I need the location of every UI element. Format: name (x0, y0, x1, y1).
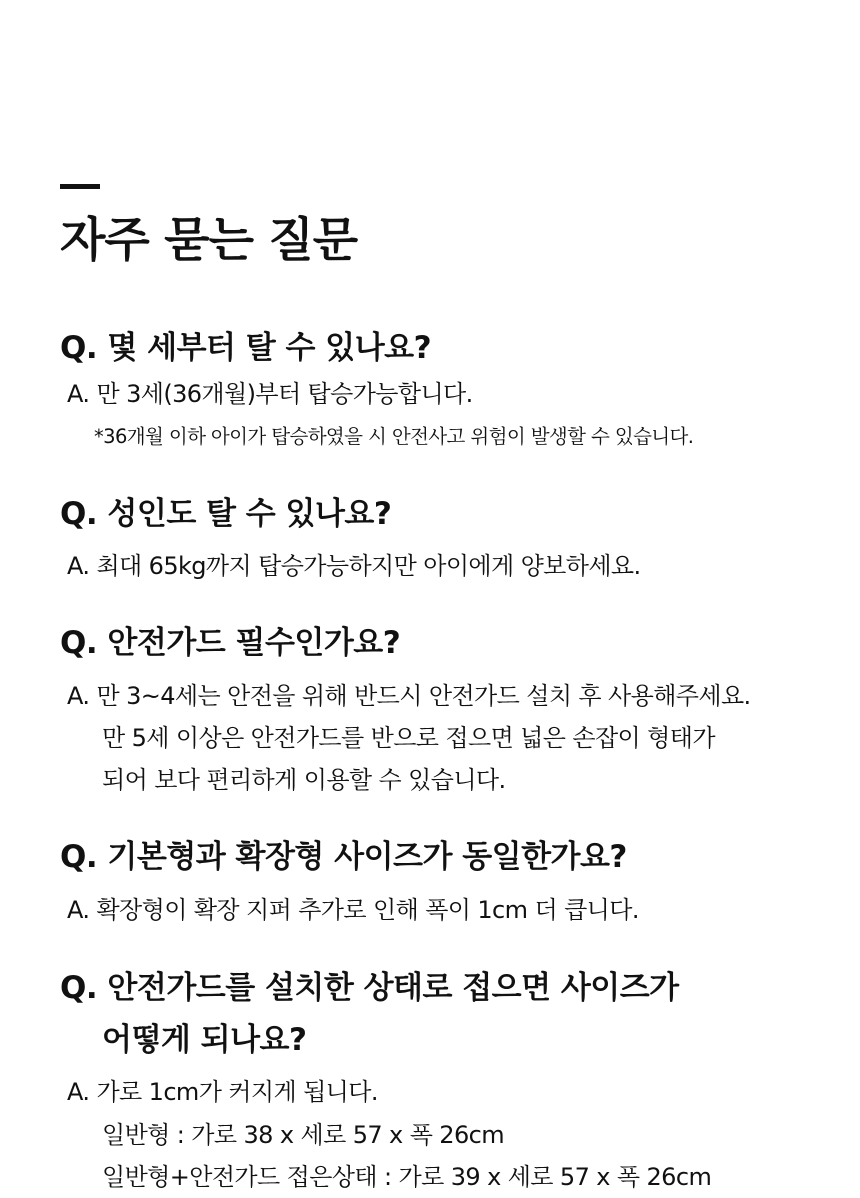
faq-question-4: Q. 기본형과 확장형 사이즈가 동일한가요? (60, 839, 627, 875)
faq-answer-5-line-2: 일반형 : 가로 38 x 세로 57 x 폭 26cm (102, 1121, 505, 1149)
faq-answer-4: A. 확장형이 확장 지퍼 추가로 인해 폭이 1cm 더 큽니다. (67, 896, 639, 924)
faq-question-2: Q. 성인도 탈 수 있나요? (60, 496, 392, 532)
faq-question-5-line-1: Q. 안전가드를 설치한 상태로 접으면 사이즈가 (60, 970, 679, 1006)
faq-question-5-line-2: 어떻게 되나요? (102, 1022, 307, 1058)
faq-answer-3-line-2: 만 5세 이상은 안전가드를 반으로 접으면 넓은 손잡이 형태가 (102, 724, 715, 752)
title-accent-bar (60, 184, 100, 189)
faq-answer-3-line-3: 되어 보다 편리하게 이용할 수 있습니다. (102, 766, 506, 794)
faq-answer-1: A. 만 3세(36개월)부터 탑승가능합니다. (67, 380, 473, 408)
faq-answer-5-line-1: A. 가로 1cm가 커지게 됩니다. (67, 1078, 378, 1106)
faq-question-3: Q. 안전가드 필수인가요? (60, 625, 401, 661)
page-title: 자주 묻는 질문 (60, 213, 358, 268)
faq-answer-2: A. 최대 65kg까지 탑승가능하지만 아이에게 양보하세요. (67, 552, 641, 580)
faq-answer-3-line-1: A. 만 3~4세는 안전을 위해 반드시 안전가드 설치 후 사용해주세요. (67, 682, 751, 710)
faq-answer-5-line-3: 일반형+안전가드 접은상태 : 가로 39 x 세로 57 x 폭 26cm (102, 1163, 712, 1191)
faq-note-1: *36개월 이하 아이가 탑승하였을 시 안전사고 위험이 발생할 수 있습니다. (94, 425, 694, 448)
faq-question-1: Q. 몇 세부터 탈 수 있나요? (60, 330, 432, 366)
